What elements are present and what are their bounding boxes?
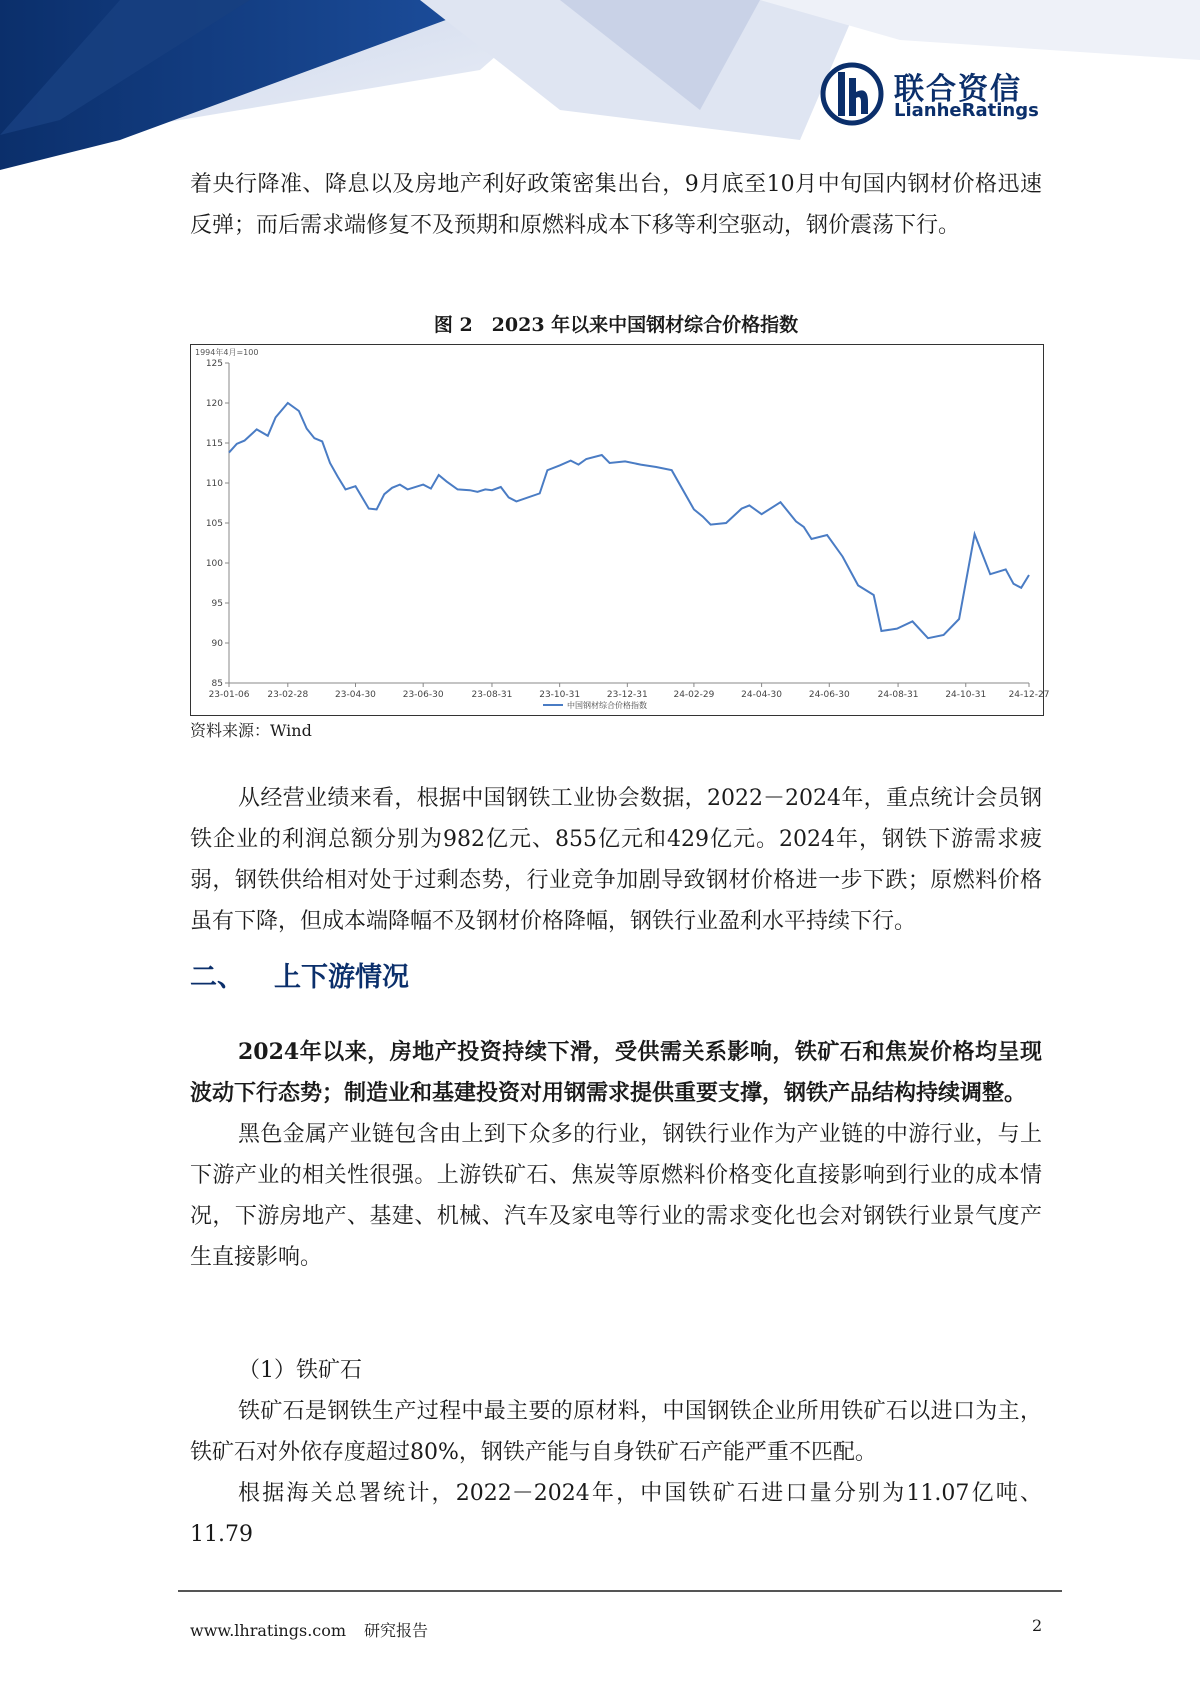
paragraph-price-rebound: 着央行降准、降息以及房地产利好政策密集出台，9月底至10月中旬国内钢材价格迅速反弹；而后需求端修复不及预期和原燃料成本下移等利空驱动，钢价震荡下行。 [190,172,1042,238]
logo-chinese-name: 联合资信 [894,72,1022,107]
y-tick-label: 125 [205,359,223,369]
y-tick-label: 115 [205,439,223,449]
legend-label: 中国钢材综合价格指数 [567,701,647,710]
x-tick-label: 23-01-06 [208,690,250,700]
logo-english-name: LianheRatings [894,100,1039,121]
subsection-iron-ore: （1）铁矿石 [238,1358,362,1383]
section-heading [190,955,409,994]
lianhe-logo-icon [820,62,884,126]
x-tick-label: 23-04-30 [335,690,376,700]
y-tick-label: 85 [211,679,223,689]
paragraph-iron-ore-imports: 根据海关总署统计，2022－2024年，中国铁矿石进口量分别为11.07亿吨、11.79 [190,1481,1042,1547]
x-tick-label: 24-02-29 [673,690,715,700]
footer-info [190,1618,446,1641]
chart-frame [190,344,1050,716]
y-tick-label: 120 [205,399,223,409]
y-tick-label: 90 [211,639,223,649]
footer-website: www.lhratings.com [190,1621,347,1640]
x-tick-label: 24-12-27 [1008,690,1050,700]
y-tick-label: 110 [205,479,223,489]
y-tick-label: 105 [205,519,223,529]
x-tick-label: 23-08-31 [471,690,513,700]
section-number: 二、 [190,962,244,993]
x-tick-label: 24-10-31 [945,690,987,700]
figure-title: 图 2 2023 年以来中国钢材综合价格指数 [433,314,799,336]
figure-source: 资料来源：Wind [190,721,312,740]
paragraph-iron-ore-dependency: 铁矿石是钢铁生产过程中最主要的原材料，中国钢铁企业所用铁矿石以进口为主，铁矿石对外依存度超过80%，钢铁产能与自身铁矿石产能严重不匹配。 [190,1399,1042,1465]
x-tick-label: 24-06-30 [808,690,850,700]
company-logo [820,62,1120,130]
section-title: 上下游情况 [274,962,409,993]
y-tick-label: 100 [205,559,223,569]
paragraph-industry-chain: 黑色金属产业链包含由上到下众多的行业，钢铁行业作为产业链的中游行业，与上下游产业的相关性很强。上游铁矿石、焦炭等原燃料价格变化直接影响到行业的成本情况，下游房地产、基建、机械、汽车及家电等行业的需求变化也会对钢铁行业景气度产生直接影响。 [190,1122,1042,1270]
page-number: 2 [1032,1616,1043,1635]
y-tick-label: 95 [211,599,223,609]
series-line-steel-index [229,403,1029,638]
paragraph-summary-bold: 2024年以来，房地产投资持续下滑，受供需关系影响，铁矿石和焦炭价格均呈现波动下行态势；制造业和基建投资对用钢需求提供重要支撑，钢铁产品结构持续调整。 [190,1039,1042,1106]
x-tick-label: 24-04-30 [741,690,783,700]
x-tick-label: 23-12-31 [606,690,648,700]
x-tick-label: 23-10-31 [539,690,581,700]
footer-report-label: 研究报告 [364,1621,429,1640]
y-axis-label: 1994年4月=100 [195,348,259,357]
x-tick-label: 23-06-30 [402,690,444,700]
x-tick-label: 23-02-28 [267,690,309,700]
footer-divider [178,1590,1062,1592]
steel-price-index-chart [191,345,1050,715]
x-tick-label: 24-08-31 [877,690,919,700]
paragraph-operating-results: 从经营业绩来看，根据中国钢铁工业协会数据，2022－2024年，重点统计会员钢铁企业的利润总额分别为982亿元、855亿元和429亿元。2024年，钢铁下游需求疲弱，钢铁供给相对处于过剩态势，行业竞争加剧导致钢材价格进一步下跌；原燃料价格虽有下降，但成本端降幅不及钢材价格降幅，钢铁行业盈利水平持续下行。 [190,786,1042,934]
